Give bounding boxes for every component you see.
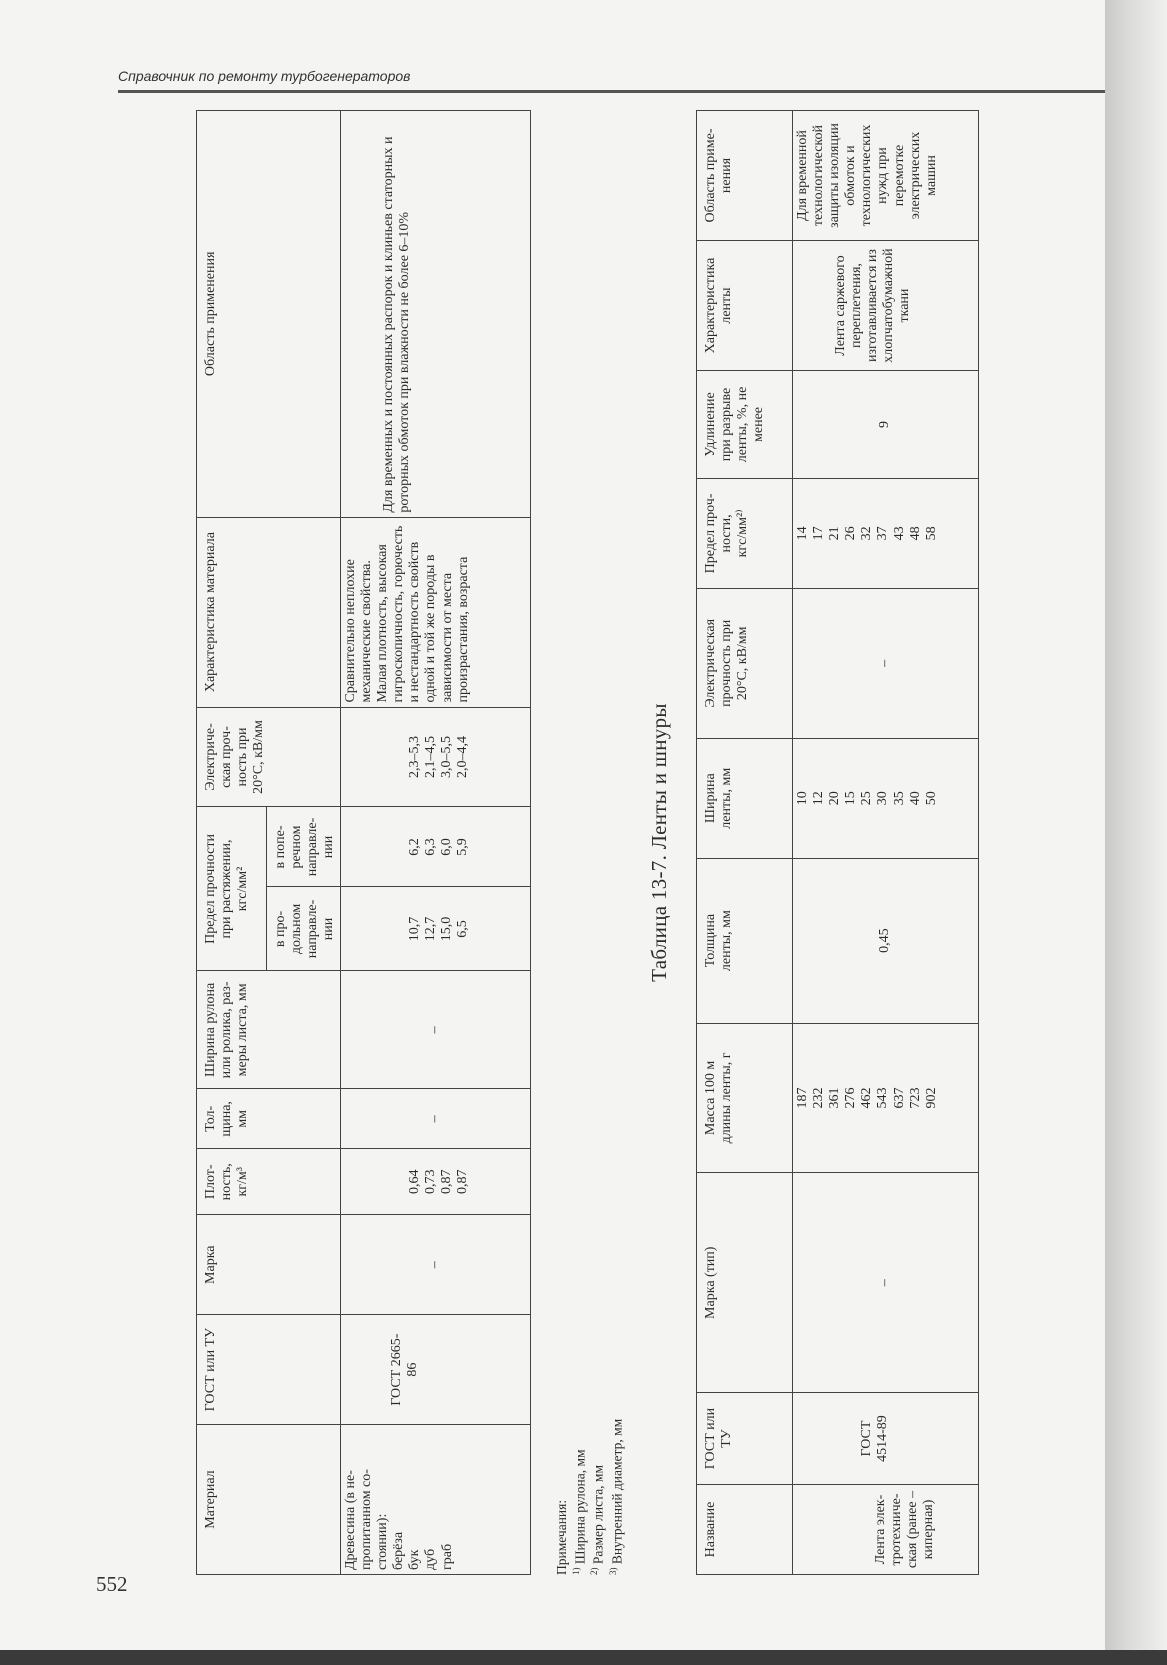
- cell-characteristic: Сравнительно неплохие механические свойства. Малая плотность, высокая гигроскопичность, горючесть и нестандартность свойств одной и той же породы в зависимости от места произрастания, возраста: [341, 517, 531, 707]
- cell-elongation: 9: [793, 371, 979, 479]
- header-application: Область приме- нения: [697, 111, 793, 241]
- cell-mark: –: [341, 1215, 531, 1315]
- page-edge-shadow: [1105, 0, 1167, 1665]
- notes-title: Примечания:: [554, 1499, 569, 1575]
- header-thickness: Толщина ленты, мм: [697, 858, 793, 1023]
- table-notes: [554, 875, 626, 1575]
- header-tensile: Предел прочности при растяжении, кгс/мм²: [197, 807, 267, 971]
- cell-tensile-trans: 6,2 6,3 6,0 5,9: [341, 807, 531, 887]
- header-thickness: Тол- щина, мм: [197, 1089, 341, 1149]
- scan-border: [0, 1650, 1167, 1665]
- header-mark: Марка: [197, 1215, 341, 1315]
- header-gost: ГОСТ или ТУ: [197, 1315, 341, 1425]
- header-gost: ГОСТ или ТУ: [697, 1393, 793, 1485]
- cell-strength: 14 17 21 26 32 37 43 48 58: [793, 478, 979, 588]
- cell-application: Для временной технологической защиты изоляции обмоток и технологических нужд при перемотке электрических машин: [793, 111, 979, 241]
- header-elongation: Удлинение при разрыве ленты, %, не менее: [697, 371, 793, 479]
- wood-materials-table: [196, 110, 531, 1575]
- cell-electric: 2,3–5,3 2,1–4,5 3,0–5,5 2,0–4,4: [341, 707, 531, 807]
- header-tensile-long: в про- дольном направле- нии: [267, 887, 341, 971]
- header-density: Плот- ность, кг/м³: [197, 1149, 341, 1215]
- cell-thickness: –: [341, 1089, 531, 1149]
- tapes-table: [696, 110, 979, 1575]
- running-head-text: Справочник по ремонту турбогенераторов: [118, 68, 411, 84]
- cell-application: Для временных и постоянных распорок и клиньев статорных и роторных обмоток при влажности не более 6–10%: [341, 111, 531, 518]
- header-application: Область применения: [197, 111, 341, 518]
- cell-width: 10 12 20 15 25 30 35 40 50: [793, 738, 979, 858]
- header-tensile-trans: в попе- речном направле- нии: [267, 807, 341, 887]
- cell-density: 0,64 0,73 0,87 0,87: [341, 1149, 531, 1215]
- rotated-content: [116, 110, 1066, 1575]
- cell-electric: –: [793, 588, 979, 738]
- cell-name: Лента элек- тротехниче- ская (ранее – киперная): [793, 1485, 979, 1575]
- header-width: Ширина ленты, мм: [697, 738, 793, 858]
- cell-material: Древесина (в не- пропитанном со- стоянии): берёза бук дуб граб: [341, 1425, 531, 1575]
- table-title: Таблица 13-7. Ленты и шнуры: [647, 703, 671, 982]
- running-head: [118, 66, 1105, 93]
- header-characteristic: Характеристика материала: [197, 517, 341, 707]
- header-mark: Марка (тип): [697, 1173, 793, 1393]
- note-3: $^{3)}$ Внутренний диаметр, мм: [607, 1418, 625, 1575]
- cell-width: –: [341, 971, 531, 1089]
- cell-thickness: 0,45: [793, 858, 979, 1023]
- header-electric: Электриче- ская проч- ность при 20°С, кВ/мм: [197, 707, 341, 807]
- header-strength: Предел проч- ности, кгс/мм²⁾: [697, 478, 793, 588]
- cell-characteristic: Лента саржевого переплетения, изготавливается из хлопчатобумажной ткани: [793, 241, 979, 371]
- header-material: Материал: [197, 1425, 341, 1575]
- header-characteristic: Характеристика ленты: [697, 241, 793, 371]
- header-name: Название: [697, 1485, 793, 1575]
- note-1: $^{1)}$ Ширина рулона, мм: [570, 1449, 588, 1575]
- header-mass: Масса 100 м длины ленты, г: [697, 1023, 793, 1173]
- cell-mark: –: [793, 1173, 979, 1393]
- cell-mass: 187 232 361 276 462 543 637 723 902: [793, 1023, 979, 1173]
- page-number: 552: [96, 1572, 128, 1596]
- table-row: [341, 111, 531, 1575]
- cell-gost: ГОСТ 4514-89: [793, 1393, 979, 1485]
- header-width: Ширина рулона или ролика, раз- меры листа, мм: [197, 971, 341, 1089]
- header-electric: Электрическая прочность при 20°С, кВ/мм: [697, 588, 793, 738]
- cell-tensile-long: 10,7 12,7 15,0 6,5: [341, 887, 531, 971]
- table-row: [793, 111, 979, 1575]
- note-2: $^{2)}$ Размер листа, мм: [589, 1464, 606, 1575]
- cell-gost: ГОСТ 2665- 86: [341, 1315, 531, 1425]
